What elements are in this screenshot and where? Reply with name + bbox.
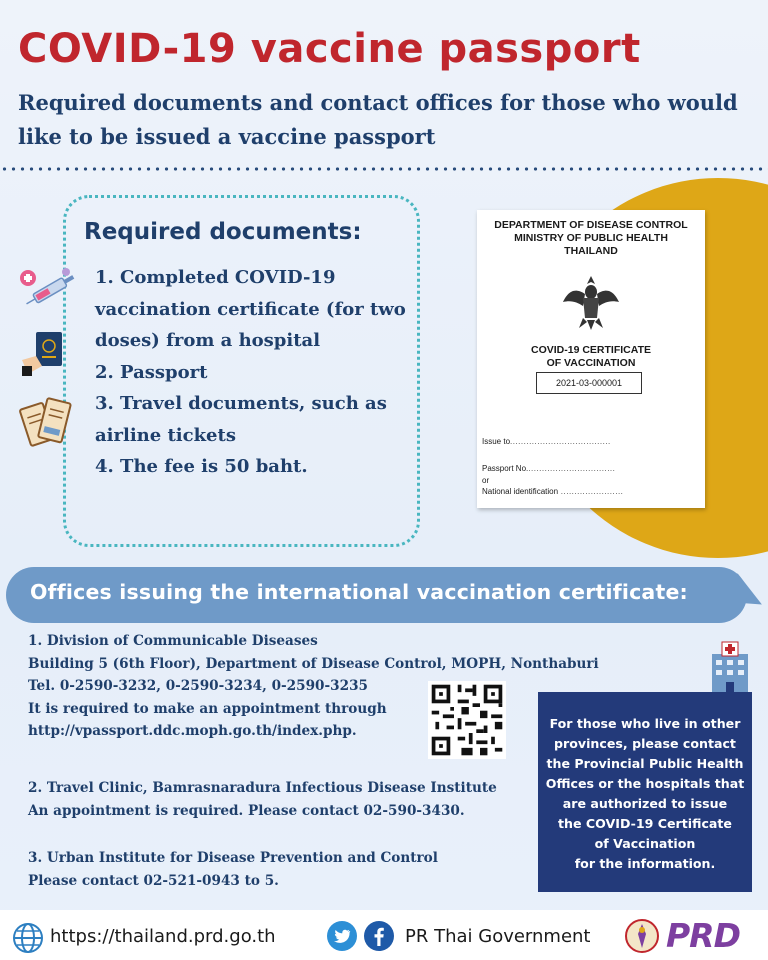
certificate-title: COVID-19 CERTIFICATE OF VACCINATION [531,344,651,369]
list-item: 2. Passport [95,361,208,383]
passport-icon [20,330,66,378]
certificate-national-id: National identification ....................... [482,487,624,496]
office-2-name: 2. Travel Clinic, Bamrasnaradura Infectious Disease Institute [28,780,497,796]
garuda-emblem-icon [561,272,621,332]
list-item: 1. Completed COVID-19 vaccination certificate (for two doses) from a hospital [95,267,406,351]
office-3 [28,847,438,892]
certificate-department: DEPARTMENT OF DISEASE CONTROL MINISTRY OF PUBLIC HEALTH THAILAND [494,219,688,257]
qr-code-icon[interactable] [428,681,506,759]
hospital-icon [704,640,756,694]
office-1-note: It is required to make an appointment through [28,700,387,717]
twitter-icon[interactable] [326,920,358,952]
syringe-icon [12,258,82,306]
office-1 [28,630,599,743]
office-3-name: 3. Urban Institute for Disease Prevention and Control [28,850,438,866]
required-documents-heading: Required documents: [84,219,362,245]
office-1-address: Building 5 (6th Floor), Department of Disease Control, MOPH, Nonthaburi [28,655,599,672]
certificate-or: or [482,476,490,485]
footer-website-link[interactable]: https://thailand.prd.go.th [50,926,276,947]
other-provinces-notice: For those who live in other provinces, please contact the Provincial Public Health Offices or the hospitals that are authorized to issue the COVID-19 Certificate of Vaccination for the information. [538,692,752,892]
office-3-note: Please contact 02-521-0943 to 5. [28,872,279,889]
office-2-note: An appointment is required. Please contact 02-590-3430. [28,802,465,819]
list-item: 4. The fee is 50 baht. [95,456,308,477]
certificate-number: 2021-03-000001 [536,372,642,394]
footer-social-name[interactable]: PR Thai Government [405,926,591,947]
prd-emblem-icon [622,918,662,954]
prd-logo: PRD [666,916,740,955]
office-2 [28,777,497,822]
certificate-passport-no: Passport No................................. [482,464,616,473]
page-subtitle: Required documents and contact offices for those who would like to be issued a vaccine passport [18,90,738,149]
tickets-icon [18,392,76,448]
dotted-divider [0,167,768,171]
facebook-icon[interactable] [363,920,395,952]
office-1-name: 1. Division of Communicable Diseases [28,633,318,649]
offices-heading: Offices issuing the international vaccination certificate: [30,580,688,604]
office-1-url[interactable]: http://vpassport.ddc.moph.go.th/index.php. [28,723,357,739]
list-item: 3. Travel documents, such as airline tickets [95,393,387,446]
globe-icon [12,922,44,954]
required-documents-list [95,262,415,483]
office-1-tel: Tel. 0-2590-3232, 0-2590-3234, 0-2590-3235 [28,678,368,694]
certificate-issue-to: Issue to..................................... [482,437,611,446]
page-title: COVID-19 vaccine passport [18,26,641,72]
vaccination-certificate-sample [477,210,705,508]
